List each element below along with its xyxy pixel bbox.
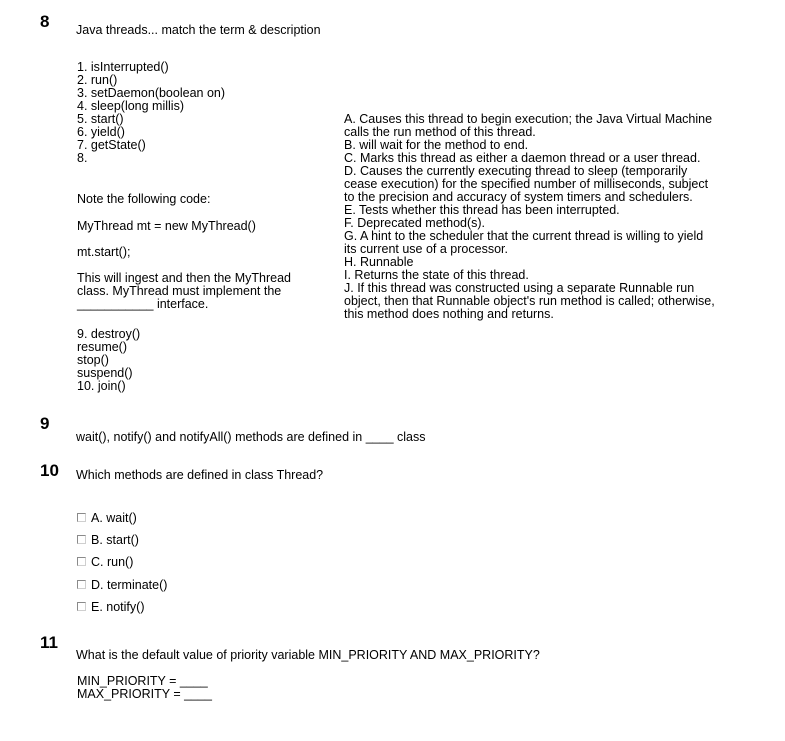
code-note: Note the following code: — [77, 192, 211, 206]
question-number-10: 10 — [40, 461, 59, 480]
term-item: resume() — [77, 340, 128, 354]
option-row[interactable] — [77, 600, 145, 614]
option-label: C. run() — [91, 555, 134, 569]
term-item: 4. sleep(long millis) — [77, 99, 184, 113]
question-number-8: 8 — [40, 12, 50, 31]
question-11-prompt: What is the default value of priority variable MIN_PRIORITY AND MAX_PRIORITY? — [76, 648, 540, 662]
description-line: calls the run method of this thread. — [344, 125, 536, 139]
code-line-2: mt.start(); — [77, 245, 131, 259]
question-number-11: 11 — [40, 633, 58, 652]
question-10-prompt: Which methods are defined in class Thread? — [76, 468, 324, 482]
description-line: C. Marks this thread as either a daemon thread or a user thread. — [344, 151, 701, 165]
checkbox[interactable] — [77, 557, 86, 566]
term-item: stop() — [77, 353, 109, 367]
description-line: cease execution) for the specified number of milliseconds, subject — [344, 177, 709, 191]
description-line: G. A hint to the scheduler that the current thread is willing to yield — [344, 229, 704, 243]
term-item: 3. setDaemon(boolean on) — [77, 86, 226, 100]
description-line: I. Returns the state of this thread. — [344, 268, 529, 282]
description-line: B. will wait for the method to end. — [344, 138, 529, 152]
option-row[interactable] — [77, 555, 133, 569]
checkbox[interactable] — [77, 602, 86, 611]
description-line: F. Deprecated method(s). — [344, 216, 486, 230]
option-label: A. wait() — [91, 511, 137, 525]
description-line: A. Causes this thread to begin execution; the Java Virtual Machine — [344, 112, 713, 126]
term-item: 9. destroy() — [77, 327, 141, 341]
description-line: to the precision and accuracy of system timers and schedulers. — [344, 190, 693, 204]
option-row[interactable] — [77, 511, 137, 525]
term-item: suspend() — [77, 366, 133, 380]
checkbox[interactable] — [77, 535, 86, 544]
question-8-prompt: Java threads... match the term & description — [76, 23, 321, 37]
description-line: object, then that Runnable object's run method is called; otherwise, — [344, 294, 715, 308]
option-row[interactable] — [77, 533, 139, 547]
code-line-1: MyThread mt = new MyThread() — [77, 219, 256, 233]
term-list — [77, 61, 225, 165]
ingest-line: class. MyThread must implement the — [77, 284, 282, 298]
term-list-2 — [77, 328, 140, 393]
checkbox[interactable] — [77, 513, 86, 522]
description-line: this method does nothing and returns. — [344, 307, 554, 321]
term-item: 6. yield() — [77, 125, 125, 139]
option-label: D. terminate() — [91, 578, 168, 592]
description-line: J. If this thread was constructed using a separate Runnable run — [344, 281, 695, 295]
ingest-paragraph — [77, 272, 291, 311]
checkbox[interactable] — [77, 580, 86, 589]
term-item: 8. — [77, 151, 88, 165]
description-list — [344, 113, 715, 321]
option-label: E. notify() — [91, 600, 145, 614]
ingest-line: ___________ interface. — [77, 297, 209, 311]
term-item: 2. run() — [77, 73, 118, 87]
term-item: 1. isInterrupted() — [77, 60, 169, 74]
description-line: H. Runnable — [344, 255, 414, 269]
term-item: 10. join() — [77, 379, 126, 393]
description-line: its current use of a processor. — [344, 242, 508, 256]
description-line: D. Causes the currently executing thread to sleep (temporarily — [344, 164, 688, 178]
term-item: 7. getState() — [77, 138, 146, 152]
min-priority-line: MIN_PRIORITY = ____ — [77, 674, 208, 688]
max-priority-line: MAX_PRIORITY = ____ — [77, 687, 212, 701]
option-label: B. start() — [91, 533, 139, 547]
question-number-9: 9 — [40, 414, 50, 433]
ingest-line: This will ingest and then the MyThread — [77, 271, 291, 285]
description-line: E. Tests whether this thread has been interrupted. — [344, 203, 620, 217]
option-row[interactable] — [77, 578, 167, 592]
question-9-prompt: wait(), notify() and notifyAll() methods are defined in ____ class — [76, 430, 426, 444]
term-item: 5. start() — [77, 112, 124, 126]
